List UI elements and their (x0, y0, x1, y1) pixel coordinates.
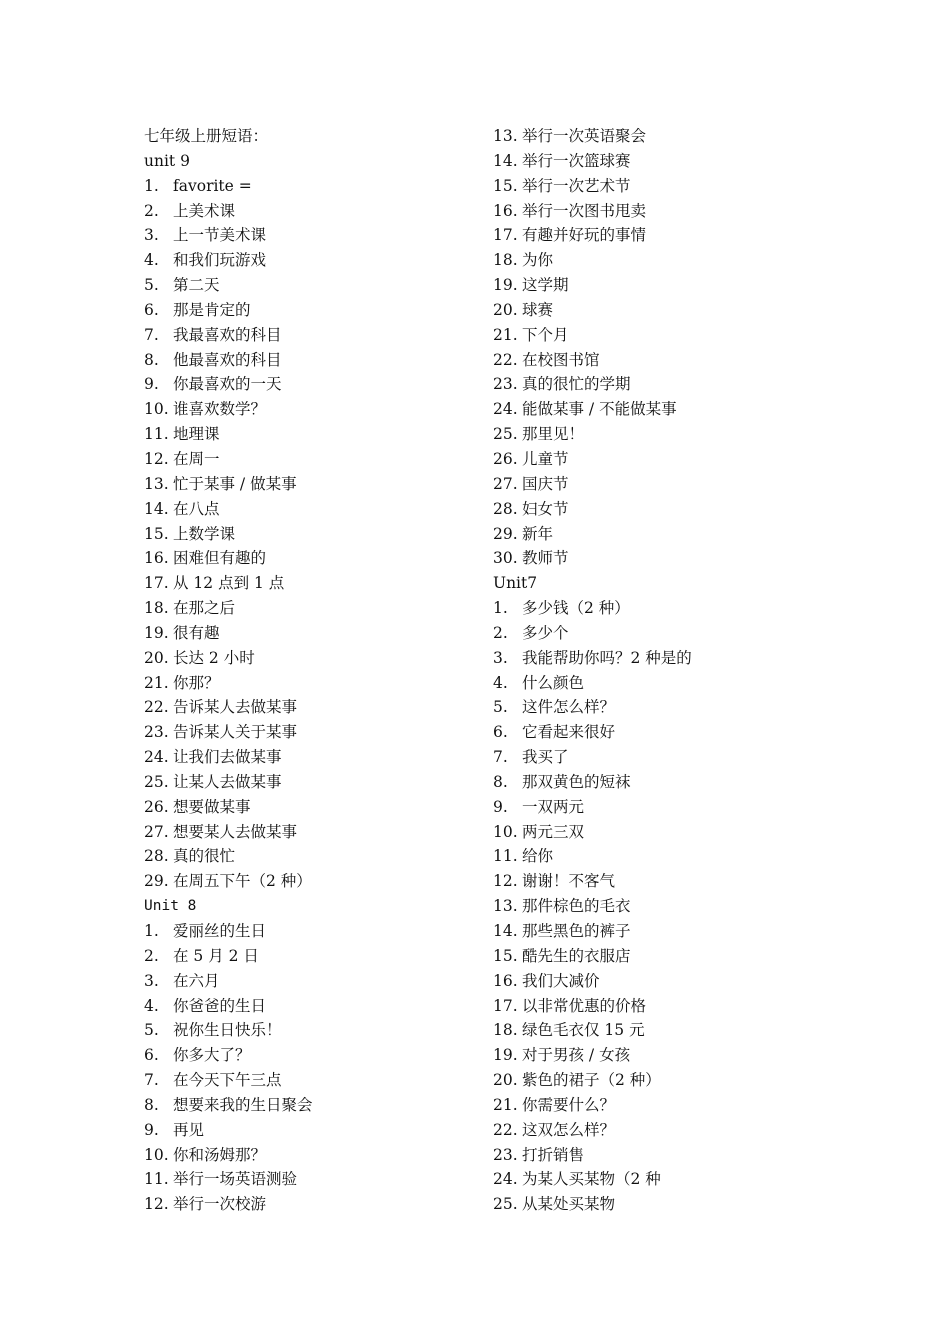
item-number: 15. (144, 524, 169, 543)
item-number: 15. (493, 176, 518, 195)
phrase-item (144, 919, 464, 944)
right-phrase-list (493, 124, 833, 1217)
item-number: 6. (144, 1046, 159, 1065)
item-text: 它看起来很好 (522, 723, 616, 742)
item-number: 25. (493, 1195, 518, 1214)
item-text: 在那之后 (173, 599, 236, 618)
phrase-item (493, 546, 833, 571)
phrase-item (144, 944, 464, 969)
item-text: 国庆节 (522, 474, 569, 493)
item-number: 10. (493, 822, 518, 841)
item-number: 7. (144, 1071, 159, 1090)
item-number: 12. (144, 1195, 169, 1214)
item-text: 儿童节 (522, 449, 569, 468)
item-number: 20. (493, 300, 518, 319)
item-number: 25. (144, 772, 169, 791)
phrase-item (144, 397, 464, 422)
item-number: 21. (493, 325, 518, 344)
item-text: 在六月 (173, 971, 220, 990)
item-number: 19. (493, 1046, 518, 1065)
unit-heading: unit 9 (144, 151, 190, 170)
phrase-item (144, 646, 464, 671)
item-number: 6. (493, 723, 508, 742)
item-text: 我买了 (522, 748, 569, 767)
phrase-item (493, 1093, 833, 1118)
item-text: 从 12 点到 1 点 (173, 574, 285, 593)
phrase-item (493, 869, 833, 894)
item-number: 5. (144, 1021, 159, 1040)
item-number: 20. (493, 1071, 518, 1090)
item-text: 在 5 月 2 日 (173, 946, 259, 965)
item-text: 两元三双 (522, 822, 585, 841)
right-column (493, 124, 833, 1217)
item-text: 长达 2 小时 (173, 648, 255, 667)
item-text: 妇女节 (522, 499, 569, 518)
item-text: 地理课 (173, 425, 220, 444)
item-text: 忙于某事 / 做某事 (173, 474, 297, 493)
item-number: 1. (144, 922, 159, 940)
phrase-item (493, 1043, 833, 1068)
phrase-item (144, 621, 464, 646)
item-number: 7. (144, 325, 159, 344)
item-number: 29. (144, 872, 169, 891)
phrase-item (493, 422, 833, 447)
item-text: 让我们去做某事 (173, 748, 282, 767)
item-number: 3. (493, 648, 508, 667)
phrase-item (144, 447, 464, 472)
phrase-item (144, 298, 464, 323)
phrase-item (493, 894, 833, 919)
item-text: 酷先生的衣服店 (522, 946, 631, 965)
item-text: 一双两元 (522, 797, 585, 816)
item-text: 那是肯定的 (173, 300, 251, 319)
phrase-item (144, 248, 464, 273)
item-text: 举行一次校游 (173, 1195, 267, 1214)
item-text: 多少个 (522, 623, 569, 642)
item-text: 告诉某人去做某事 (173, 698, 298, 717)
phrase-item (493, 372, 833, 397)
item-number: 23. (144, 723, 169, 742)
phrase-item (493, 273, 833, 298)
item-number: 21. (144, 673, 169, 692)
item-text: 我能帮助你吗？2 种是的 (522, 648, 692, 667)
item-text: 困难但有趣的 (173, 549, 267, 568)
item-number: 4. (144, 996, 159, 1015)
item-number: 28. (493, 499, 518, 518)
item-number: 2. (493, 623, 508, 642)
phrase-item (493, 199, 833, 224)
phrase-item (493, 1192, 833, 1217)
item-number: 18. (493, 1021, 518, 1040)
item-text: 你需要什么？ (522, 1095, 616, 1114)
item-text: 上数学课 (173, 524, 236, 543)
item-text: 那里见！ (522, 425, 585, 444)
item-text: 你爸爸的生日 (173, 996, 267, 1015)
item-text: 真的很忙的学期 (522, 375, 631, 394)
item-text: 你多大了？ (173, 1046, 251, 1065)
phrase-item (493, 844, 833, 869)
item-text: 告诉某人关于某事 (173, 723, 298, 742)
item-number: 2. (144, 201, 159, 220)
phrase-item (493, 472, 833, 497)
phrase-item (144, 795, 464, 820)
item-text: 你那？ (173, 673, 220, 692)
item-text: 想要来我的生日聚会 (173, 1095, 313, 1114)
item-number: 24. (493, 400, 518, 419)
item-text: 那件棕色的毛衣 (522, 897, 631, 916)
phrase-item (493, 770, 833, 795)
phrase-item (144, 869, 464, 894)
phrase-item (493, 994, 833, 1019)
item-number: 9. (493, 797, 508, 816)
phrase-item (144, 273, 464, 298)
item-text: 举行一场英语测验 (173, 1170, 298, 1189)
phrase-item (144, 546, 464, 571)
item-text: 那双黄色的短袜 (522, 772, 631, 791)
item-number: 11. (144, 1170, 169, 1189)
phrase-item (493, 1068, 833, 1093)
phrase-item (144, 199, 464, 224)
phrase-item (493, 348, 833, 373)
item-number: 23. (493, 375, 518, 394)
phrase-item (493, 248, 833, 273)
item-text: 和我们玩游戏 (173, 251, 267, 270)
phrase-item (493, 671, 833, 696)
item-number: 28. (144, 847, 169, 866)
phrase-item (493, 1018, 833, 1043)
item-number: 3. (144, 971, 159, 990)
left-phrase-list (144, 149, 464, 1217)
item-number: 18. (144, 599, 169, 618)
phrase-item (144, 1043, 464, 1068)
item-text: 对于男孩 / 女孩 (522, 1046, 631, 1065)
item-text: 这学期 (522, 276, 569, 295)
phrase-item (493, 124, 833, 149)
phrase-item (493, 795, 833, 820)
item-number: 17. (144, 574, 169, 593)
item-text: 在周五下午（2 种） (173, 872, 312, 891)
item-text: 紫色的裙子（2 种） (522, 1071, 661, 1090)
phrase-item (144, 820, 464, 845)
phrase-item (493, 323, 833, 348)
item-text: 上一节美术课 (173, 226, 267, 245)
phrase-item (493, 397, 833, 422)
phrase-item (493, 745, 833, 770)
phrase-item (493, 447, 833, 472)
page-title: 七年级上册短语： (144, 127, 269, 145)
item-number: 16. (144, 549, 169, 568)
item-number: 10. (144, 1145, 169, 1164)
item-text: 下个月 (522, 325, 569, 344)
item-text: 举行一次图书甩卖 (522, 201, 647, 220)
phrase-item (144, 1143, 464, 1168)
phrase-item (144, 522, 464, 547)
item-text: 举行一次篮球赛 (522, 151, 631, 170)
phrase-item (493, 497, 833, 522)
item-number: 11. (493, 847, 518, 866)
phrase-item (493, 1167, 833, 1192)
left-column (144, 124, 464, 1217)
item-text: 再见 (173, 1120, 205, 1139)
item-text: 爱丽丝的生日 (173, 922, 267, 940)
item-text: 打折销售 (522, 1145, 585, 1164)
item-number: 12. (493, 872, 518, 891)
item-text: 多少钱（2 种） (522, 599, 630, 618)
phrase-item (493, 646, 833, 671)
phrase-item (144, 1118, 464, 1143)
item-number: 15. (493, 946, 518, 965)
item-number: 17. (493, 226, 518, 245)
item-number: 8. (144, 1095, 159, 1114)
item-number: 1. (493, 599, 508, 618)
item-number: 23. (493, 1145, 518, 1164)
item-text: 上美术课 (173, 201, 236, 220)
item-text: 想要做某事 (173, 797, 251, 816)
item-text: 你和汤姆那？ (173, 1145, 267, 1164)
item-number: 18. (493, 251, 518, 270)
phrase-item (144, 596, 464, 621)
phrase-item (493, 1118, 833, 1143)
item-text: 我最喜欢的科目 (173, 325, 282, 344)
item-text: 谁喜欢数学？ (173, 400, 267, 419)
item-text: 能做某事 / 不能做某事 (522, 400, 677, 419)
item-text: 举行一次艺术节 (522, 176, 631, 195)
unit-heading: Unit 8 (144, 898, 197, 915)
item-number: 4. (144, 251, 159, 270)
item-number: 10. (144, 400, 169, 419)
item-text: 新年 (522, 524, 554, 543)
phrase-item (144, 571, 464, 596)
item-text: 为某人买某物（2 种 (522, 1170, 661, 1189)
phrase-item (144, 1068, 464, 1093)
item-number: 14. (144, 499, 169, 518)
item-text: 有趣并好玩的事情 (522, 226, 647, 245)
item-text: 给你 (522, 847, 554, 866)
item-text: 第二天 (173, 276, 220, 295)
item-number: 25. (493, 425, 518, 444)
item-number: 22. (493, 1120, 518, 1139)
item-text: 谢谢！不客气 (522, 872, 616, 891)
item-number: 13. (493, 897, 518, 916)
item-text: 举行一次英语聚会 (522, 127, 647, 145)
item-number: 16. (493, 201, 518, 220)
item-number: 16. (493, 971, 518, 990)
item-number: 19. (144, 623, 169, 642)
item-number: 20. (144, 648, 169, 667)
item-text: 从某处买某物 (522, 1195, 616, 1214)
phrase-item (493, 174, 833, 199)
phrase-item (144, 422, 464, 447)
item-number: 5. (493, 698, 508, 717)
phrase-item (144, 1167, 464, 1192)
phrase-item (493, 695, 833, 720)
phrase-item (144, 844, 464, 869)
item-text: 这双怎么样？ (522, 1120, 616, 1139)
item-number: 8. (493, 772, 508, 791)
phrase-item (144, 671, 464, 696)
item-number: 13. (493, 127, 518, 145)
item-number: 19. (493, 276, 518, 295)
phrase-item (493, 919, 833, 944)
item-text: 什么颜色 (522, 673, 585, 692)
item-number: 22. (144, 698, 169, 717)
phrase-item (144, 745, 464, 770)
phrase-item (493, 969, 833, 994)
item-number: 26. (144, 797, 169, 816)
item-number: 3. (144, 226, 159, 245)
item-text: 让某人去做某事 (173, 772, 282, 791)
phrase-item (144, 695, 464, 720)
item-number: 22. (493, 350, 518, 369)
phrase-item (144, 472, 464, 497)
item-number: 7. (493, 748, 508, 767)
item-text: 真的很忙 (173, 847, 236, 866)
item-text: 在八点 (173, 499, 220, 518)
item-text: 我们大减价 (522, 971, 600, 990)
phrase-item (493, 720, 833, 745)
item-number: 14. (493, 922, 518, 940)
item-number: 11. (144, 425, 169, 444)
item-number: 12. (144, 449, 169, 468)
item-text: 想要某人去做某事 (173, 822, 298, 841)
item-text: 在今天下午三点 (173, 1071, 282, 1090)
item-number: 9. (144, 375, 159, 394)
item-number: 27. (493, 474, 518, 493)
item-text: 在周一 (173, 449, 220, 468)
item-number: 14. (493, 151, 518, 170)
phrase-item (144, 497, 464, 522)
phrase-item (144, 720, 464, 745)
phrase-item (493, 820, 833, 845)
item-text: 这件怎么样？ (522, 698, 616, 717)
phrase-item (144, 1192, 464, 1217)
phrase-item (144, 174, 464, 199)
item-number: 5. (144, 276, 159, 295)
phrase-item (493, 621, 833, 646)
phrase-item (493, 596, 833, 621)
phrase-item (493, 149, 833, 174)
item-number: 30. (493, 549, 518, 568)
item-text: 为你 (522, 251, 554, 270)
item-number: 9. (144, 1120, 159, 1139)
item-text: 他最喜欢的科目 (173, 350, 282, 369)
phrase-item (144, 770, 464, 795)
phrase-item (493, 1143, 833, 1168)
phrase-item (493, 522, 833, 547)
phrase-item (493, 298, 833, 323)
item-number: 1. (144, 176, 159, 195)
item-number: 17. (493, 996, 518, 1015)
phrase-item (144, 994, 464, 1019)
item-number: 13. (144, 474, 169, 493)
phrase-item (144, 323, 464, 348)
item-number: 27. (144, 822, 169, 841)
item-number: 24. (493, 1170, 518, 1189)
item-text: 球赛 (522, 300, 554, 319)
item-text: 绿色毛衣仅 15 元 (522, 1021, 645, 1040)
unit-heading: Unit7 (493, 574, 538, 593)
phrase-item (144, 348, 464, 373)
item-text: 教师节 (522, 549, 569, 568)
item-text: 在校图书馆 (522, 350, 600, 369)
phrase-item (493, 944, 833, 969)
item-text: 你最喜欢的一天 (173, 375, 282, 394)
item-number: 8. (144, 350, 159, 369)
phrase-item (144, 372, 464, 397)
phrase-item (144, 1018, 464, 1043)
item-number: 29. (493, 524, 518, 543)
item-number: 2. (144, 946, 159, 965)
item-number: 21. (493, 1095, 518, 1114)
item-text: favorite = (173, 176, 252, 195)
phrase-item (144, 969, 464, 994)
item-number: 24. (144, 748, 169, 767)
item-number: 26. (493, 449, 518, 468)
item-text: 很有趣 (173, 623, 220, 642)
item-text: 那些黑色的裤子 (522, 922, 631, 940)
item-text: 以非常优惠的价格 (522, 996, 647, 1015)
phrase-item (144, 1093, 464, 1118)
item-number: 6. (144, 300, 159, 319)
phrase-item (493, 223, 833, 248)
item-number: 4. (493, 673, 508, 692)
item-text: 祝你生日快乐！ (173, 1021, 282, 1040)
phrase-item (144, 223, 464, 248)
